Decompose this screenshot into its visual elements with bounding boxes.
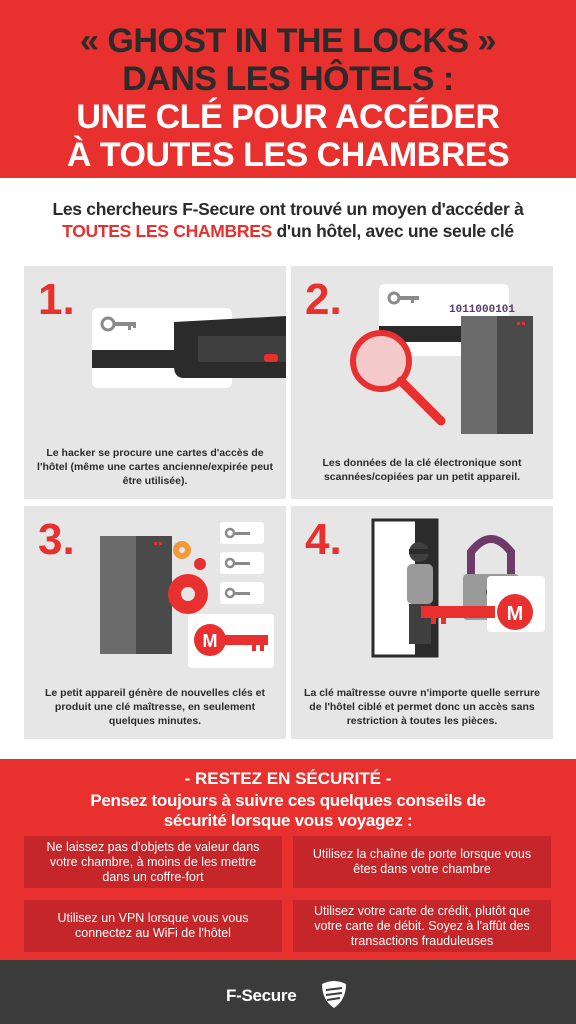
step-caption: La clé maîtresse ouvre n'importe quelle serrure de l'hôtel ciblé et permet donc un accès sans restriction à toutes les pièces. — [304, 687, 540, 727]
step-number: 3. — [38, 515, 75, 564]
step-caption: Les données de la clé électronique sont scannées/copiées par un petit appareil. — [322, 457, 522, 483]
gear-icon — [168, 541, 208, 614]
intro-line-2 — [0, 220, 576, 242]
title-line-3: UNE CLÉ POUR ACCÉDER — [76, 98, 500, 136]
master-key-letter: M — [506, 603, 524, 625]
intro-line-1: Les chercheurs F-Secure ont trouvé un moyen d'accéder à — [52, 199, 524, 219]
safety-subtitle-line-1: Pensez toujours à suivre ces quelques conseils de — [90, 791, 486, 810]
step-panel-1 — [24, 266, 286, 499]
key-cards-stack — [220, 522, 264, 604]
step-caption: Le petit appareil génère de nouvelles clés et produit une clé maîtresse, en seulement quelques minutes. — [45, 687, 265, 727]
safety-section — [0, 759, 576, 960]
tip-box: Utilisez la chaîne de porte lorsque vous êtes dans votre chambre — [293, 836, 551, 888]
title-line-2: DANS LES HÔTELS : — [122, 60, 454, 98]
header-banner — [0, 0, 576, 178]
intro-line-2-rest: d'un hôtel, avec une seule clé — [271, 221, 514, 241]
step-panel-3 — [24, 506, 286, 739]
safety-title: - RESTEZ EN SÉCURITÉ - — [184, 769, 392, 788]
title-line-1: « GHOST IN THE LOCKS » — [80, 22, 496, 60]
shield-logo-icon — [318, 978, 350, 1010]
step-number: 4. — [305, 515, 342, 564]
safety-subtitle-line-2: sécurité lorsque vous voyagez : — [163, 811, 413, 830]
binary-data: 1011000101 — [449, 304, 516, 316]
title-line-4: À TOUTES LES CHAMBRES — [66, 136, 510, 174]
step-number: 1. — [38, 275, 75, 324]
footer — [0, 960, 576, 1024]
brand-logo-text: F-Secure — [226, 986, 297, 1005]
safety-subtitle — [0, 791, 576, 831]
master-key-letter: M — [202, 631, 218, 651]
step-number: 2. — [305, 275, 342, 324]
step-panel-2 — [291, 266, 553, 499]
tip-box: Utilisez votre carte de crédit, plutôt que votre carte de débit. Soyez à l'affût des transactions frauduleuses — [293, 900, 551, 952]
tip-box: Utilisez un VPN lorsque vous vous connectez au WiFi de l'hôtel — [24, 900, 282, 952]
step-caption: Le hacker se procure une cartes d'accès de l'hôtel (même une cartes ancienne/expirée peut être utilisée). — [37, 447, 273, 487]
step-panel-4 — [291, 506, 553, 739]
intro-highlight: TOUTES LES CHAMBRES — [62, 221, 272, 241]
tip-box: Ne laissez pas d'objets de valeur dans votre chambre, à moins de les mettre dans un coffre-fort — [24, 836, 282, 888]
intro-text — [0, 198, 576, 242]
